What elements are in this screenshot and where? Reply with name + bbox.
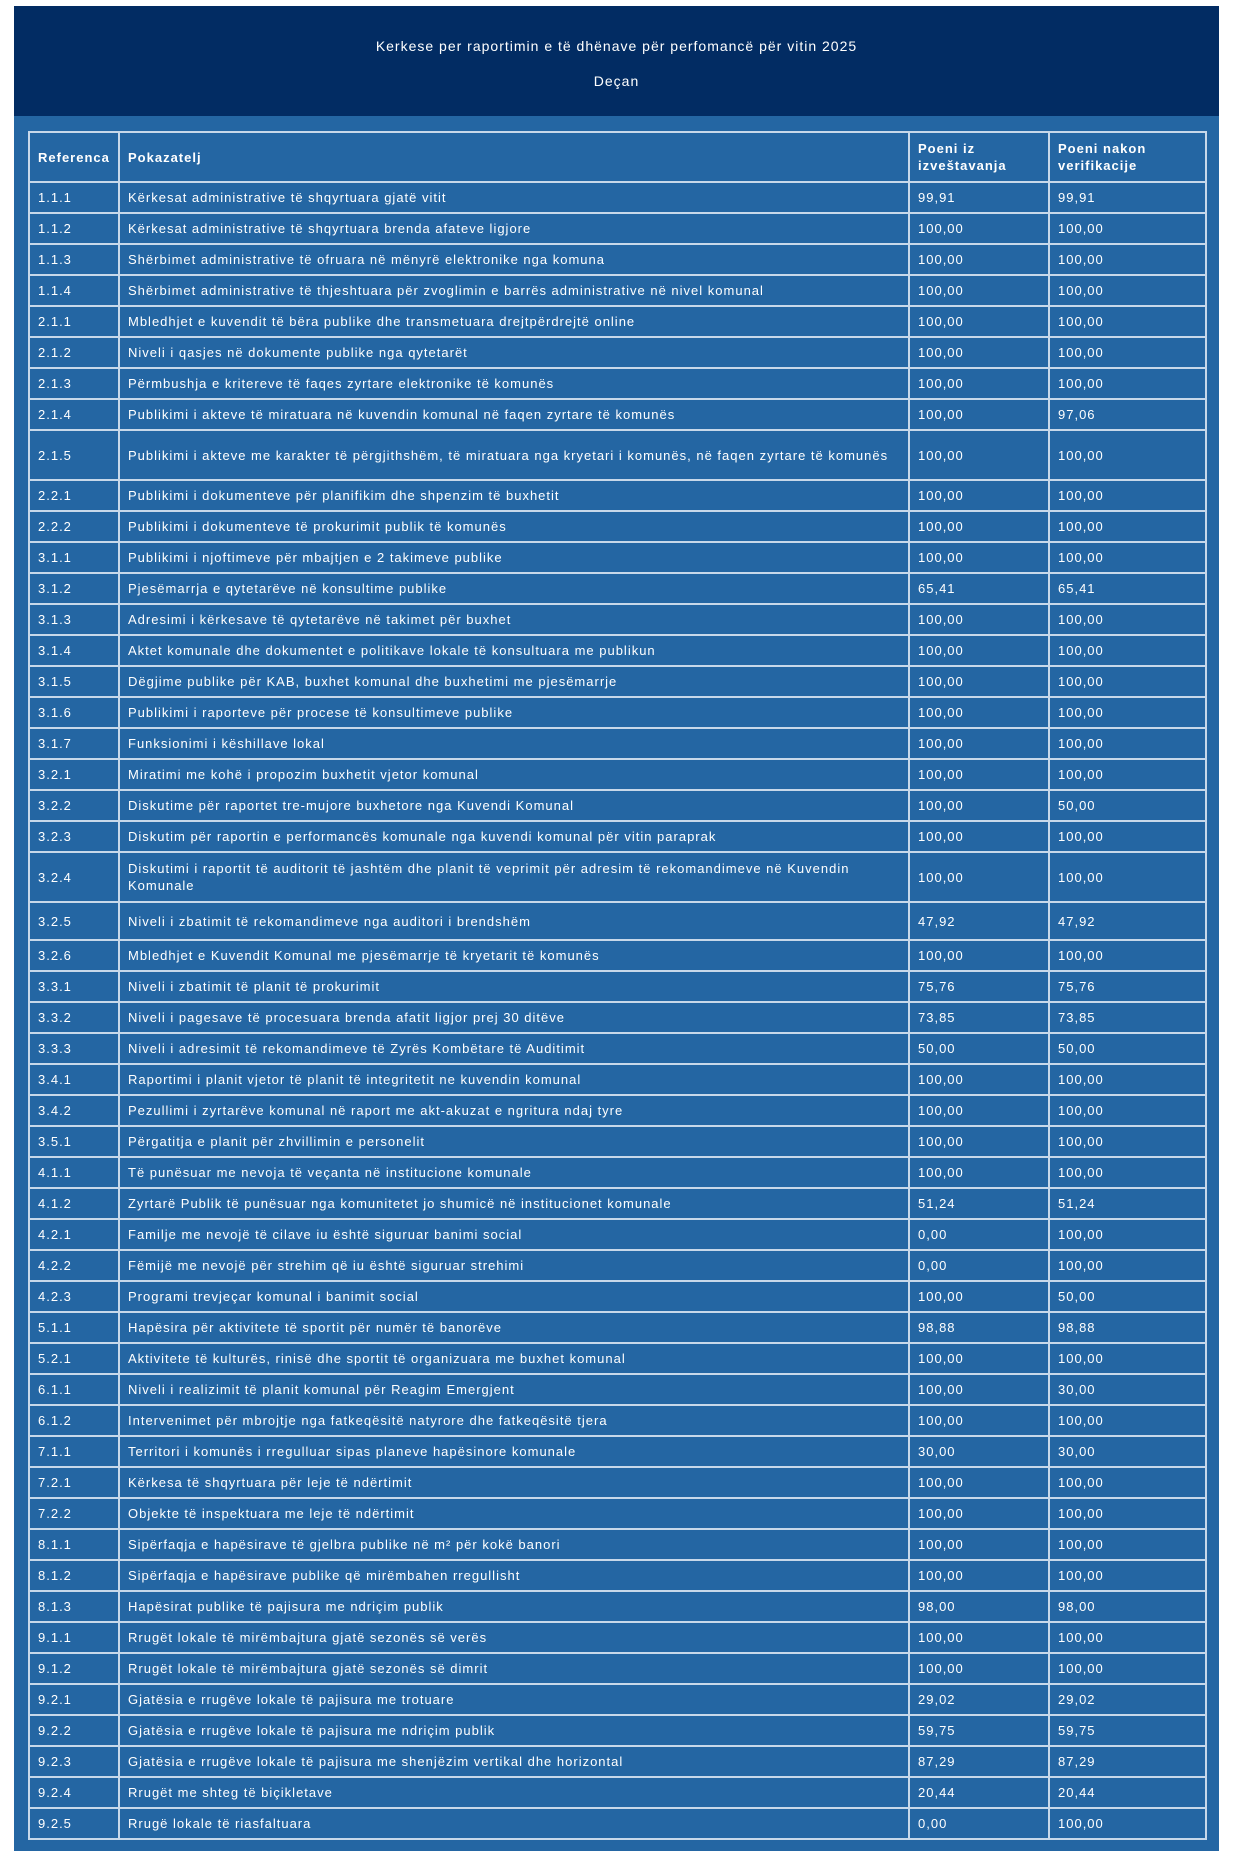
reference-cell: 3.3.2 [29, 1002, 119, 1033]
reference-cell: 3.4.1 [29, 1064, 119, 1095]
reported-score-cell: 100,00 [909, 852, 1049, 902]
indicator-cell: Rrugët lokale të mirëmbajtura gjatë sezonës së dimrit [119, 1653, 909, 1684]
verified-score-cell: 51,24 [1049, 1188, 1206, 1219]
table-row [29, 604, 1206, 635]
verified-score-cell: 100,00 [1049, 852, 1206, 902]
indicator-cell: Aktivitete të kulturës, rinisë dhe sportit të organizuara me buxhet komunal [119, 1343, 909, 1374]
reference-cell: 8.1.2 [29, 1560, 119, 1591]
indicator-cell: Shërbimet administrative të ofruara në mënyrë elektronike nga komuna [119, 244, 909, 275]
verified-score-cell: 29,02 [1049, 1684, 1206, 1715]
verified-score-cell: 100,00 [1049, 940, 1206, 971]
verified-score-cell: 50,00 [1049, 1281, 1206, 1312]
indicator-cell: Pjesëmarrja e qytetarëve në konsultime publike [119, 573, 909, 604]
reference-cell: 3.1.1 [29, 542, 119, 573]
table-row [29, 940, 1206, 971]
reported-score-cell: 100,00 [909, 1095, 1049, 1126]
table-row [29, 1343, 1206, 1374]
verified-score-cell: 59,75 [1049, 1715, 1206, 1746]
verified-score-cell: 100,00 [1049, 1467, 1206, 1498]
report-page [14, 6, 1219, 1851]
table-row [29, 306, 1206, 337]
verified-score-cell: 100,00 [1049, 1157, 1206, 1188]
reported-score-cell: 100,00 [909, 666, 1049, 697]
performance-table [28, 131, 1207, 1840]
reported-score-cell: 100,00 [909, 1467, 1049, 1498]
indicator-cell: Sipërfaqja e hapësirave publike që mirëmbahen rregullisht [119, 1560, 909, 1591]
reported-score-cell: 100,00 [909, 1126, 1049, 1157]
reference-cell: 4.2.1 [29, 1219, 119, 1250]
indicator-cell: Aktet komunale dhe dokumentet e politikave lokale të konsultuara me publikun [119, 635, 909, 666]
reported-score-cell: 0,00 [909, 1250, 1049, 1281]
reported-score-cell: 73,85 [909, 1002, 1049, 1033]
verified-score-cell: 100,00 [1049, 244, 1206, 275]
verified-score-cell: 75,76 [1049, 971, 1206, 1002]
verified-score-cell: 73,85 [1049, 1002, 1206, 1033]
verified-score-cell: 98,00 [1049, 1591, 1206, 1622]
table-row [29, 1033, 1206, 1064]
reference-cell: 1.1.4 [29, 275, 119, 306]
table-row [29, 275, 1206, 306]
reference-cell: 3.3.3 [29, 1033, 119, 1064]
verified-score-cell: 100,00 [1049, 1498, 1206, 1529]
indicator-cell: Funksionimi i këshillave lokal [119, 728, 909, 759]
reported-score-cell: 100,00 [909, 1281, 1049, 1312]
verified-score-cell: 50,00 [1049, 1033, 1206, 1064]
indicator-cell: Zyrtarë Publik të punësuar nga komunitetet jo shumicë në institucionet komunale [119, 1188, 909, 1219]
indicator-cell: Mbledhjet e Kuvendit Komunal me pjesëmarrje të kryetarit të komunës [119, 940, 909, 971]
table-row [29, 1684, 1206, 1715]
indicator-cell: Publikimi i raporteve për procese të konsultimeve publike [119, 697, 909, 728]
verified-score-cell: 65,41 [1049, 573, 1206, 604]
report-header [14, 6, 1219, 116]
reported-score-cell: 100,00 [909, 1560, 1049, 1591]
verified-score-cell: 100,00 [1049, 1126, 1206, 1157]
verified-score-cell: 99,91 [1049, 182, 1206, 213]
reported-score-cell: 20,44 [909, 1777, 1049, 1808]
verified-score-cell: 100,00 [1049, 759, 1206, 790]
indicator-cell: Objekte të inspektuara me leje të ndërtimit [119, 1498, 909, 1529]
reference-cell: 3.2.2 [29, 790, 119, 821]
reference-cell: 3.1.2 [29, 573, 119, 604]
table-row [29, 1777, 1206, 1808]
indicator-cell: Territori i komunës i rregulluar sipas planeve hapësinore komunale [119, 1436, 909, 1467]
reported-score-cell: 0,00 [909, 1219, 1049, 1250]
reported-score-cell: 100,00 [909, 1498, 1049, 1529]
table-row [29, 1746, 1206, 1777]
reported-score-cell: 99,91 [909, 182, 1049, 213]
table-row [29, 1715, 1206, 1746]
verified-score-cell: 100,00 [1049, 542, 1206, 573]
table-row [29, 635, 1206, 666]
reported-score-cell: 100,00 [909, 940, 1049, 971]
reported-score-cell: 100,00 [909, 1343, 1049, 1374]
indicator-cell: Publikimi i akteve me karakter të përgjithshëm, të miratuara nga kryetari i komunës, në faqen zyrtare të komunës [119, 430, 909, 480]
table-row [29, 1808, 1206, 1839]
verified-score-cell: 100,00 [1049, 368, 1206, 399]
reported-score-cell: 50,00 [909, 1033, 1049, 1064]
table-row [29, 1591, 1206, 1622]
reported-score-cell: 100,00 [909, 306, 1049, 337]
table-row [29, 368, 1206, 399]
indicator-cell: Niveli i realizimit të planit komunal për Reagim Emergjent [119, 1374, 909, 1405]
table-row [29, 1622, 1206, 1653]
indicator-cell: Publikimi i dokumenteve për planifikim dhe shpenzim të buxhetit [119, 480, 909, 511]
indicator-cell: Përmbushja e kritereve të faqes zyrtare elektronike të komunës [119, 368, 909, 399]
table-row [29, 399, 1206, 430]
indicator-cell: Dëgjime publike për KAB, buxhet komunal dhe buxhetimi me pjesëmarrje [119, 666, 909, 697]
table-row [29, 542, 1206, 573]
verified-score-cell: 30,00 [1049, 1374, 1206, 1405]
indicator-cell: Mbledhjet e kuvendit të bëra publike dhe transmetuara drejtpërdrejtë online [119, 306, 909, 337]
reported-score-cell: 98,88 [909, 1312, 1049, 1343]
reference-cell: 4.1.2 [29, 1188, 119, 1219]
reported-score-cell: 87,29 [909, 1746, 1049, 1777]
table-row [29, 1529, 1206, 1560]
reference-cell: 3.2.4 [29, 852, 119, 902]
table-row [29, 1219, 1206, 1250]
table-header-row [29, 132, 1206, 182]
reference-cell: 9.2.1 [29, 1684, 119, 1715]
table-row [29, 213, 1206, 244]
reported-score-cell: 100,00 [909, 244, 1049, 275]
verified-score-cell: 100,00 [1049, 666, 1206, 697]
verified-score-cell: 87,29 [1049, 1746, 1206, 1777]
indicator-cell: Raportimi i planit vjetor të planit të integritetit ne kuvendin komunal [119, 1064, 909, 1095]
reference-cell: 3.1.5 [29, 666, 119, 697]
reported-score-cell: 100,00 [909, 1622, 1049, 1653]
table-row [29, 666, 1206, 697]
table-row [29, 1002, 1206, 1033]
reference-cell: 1.1.2 [29, 213, 119, 244]
reported-score-cell: 100,00 [909, 1405, 1049, 1436]
table-row [29, 790, 1206, 821]
reported-score-cell: 29,02 [909, 1684, 1049, 1715]
table-row [29, 1281, 1206, 1312]
verified-score-cell: 100,00 [1049, 1653, 1206, 1684]
table-row [29, 759, 1206, 790]
reference-cell: 3.2.3 [29, 821, 119, 852]
verified-score-cell: 100,00 [1049, 1529, 1206, 1560]
reported-score-cell: 100,00 [909, 480, 1049, 511]
table-row [29, 1157, 1206, 1188]
table-row [29, 1498, 1206, 1529]
verified-score-cell: 100,00 [1049, 1808, 1206, 1839]
verified-score-cell: 100,00 [1049, 1405, 1206, 1436]
indicator-cell: Diskutimi i raportit të auditorit të jashtëm dhe planit të veprimit për adresim të rekomandimeve në Kuvendin Komunale [119, 852, 909, 902]
verified-score-cell: 20,44 [1049, 1777, 1206, 1808]
verified-score-cell: 100,00 [1049, 213, 1206, 244]
verified-score-cell: 100,00 [1049, 337, 1206, 368]
table-row [29, 573, 1206, 604]
reported-score-cell: 59,75 [909, 1715, 1049, 1746]
reported-score-cell: 65,41 [909, 573, 1049, 604]
indicator-cell: Miratimi me kohë i propozim buxhetit vjetor komunal [119, 759, 909, 790]
reported-score-cell: 0,00 [909, 1808, 1049, 1839]
reported-score-cell: 100,00 [909, 635, 1049, 666]
reference-cell: 5.1.1 [29, 1312, 119, 1343]
verified-score-cell: 100,00 [1049, 697, 1206, 728]
reference-cell: 3.5.1 [29, 1126, 119, 1157]
reported-score-cell: 100,00 [909, 759, 1049, 790]
reference-cell: 2.1.2 [29, 337, 119, 368]
column-header-indicator: Pokazatelj [119, 132, 909, 182]
verified-score-cell: 100,00 [1049, 1343, 1206, 1374]
reference-cell: 2.1.3 [29, 368, 119, 399]
verified-score-cell: 100,00 [1049, 1250, 1206, 1281]
table-row [29, 430, 1206, 480]
reference-cell: 3.2.5 [29, 902, 119, 940]
reported-score-cell: 100,00 [909, 1157, 1049, 1188]
table-row [29, 1653, 1206, 1684]
table-row [29, 511, 1206, 542]
table-row [29, 337, 1206, 368]
indicator-cell: Niveli i zbatimit të planit të prokurimit [119, 971, 909, 1002]
reference-cell: 9.1.2 [29, 1653, 119, 1684]
indicator-cell: Pezullimi i zyrtarëve komunal në raport me akt-akuzat e ngritura ndaj tyre [119, 1095, 909, 1126]
indicator-cell: Rrugë lokale të riasfaltuara [119, 1808, 909, 1839]
reported-score-cell: 100,00 [909, 399, 1049, 430]
reference-cell: 1.1.1 [29, 182, 119, 213]
reference-cell: 6.1.2 [29, 1405, 119, 1436]
indicator-cell: Diskutime për raportet tre-mujore buxhetore nga Kuvendi Komunal [119, 790, 909, 821]
indicator-cell: Publikimi i akteve të miratuara në kuvendin komunal në faqen zyrtare të komunës [119, 399, 909, 430]
reference-cell: 3.2.6 [29, 940, 119, 971]
reference-cell: 2.2.2 [29, 511, 119, 542]
verified-score-cell: 100,00 [1049, 1064, 1206, 1095]
reported-score-cell: 100,00 [909, 368, 1049, 399]
reference-cell: 3.3.1 [29, 971, 119, 1002]
table-row [29, 1560, 1206, 1591]
verified-score-cell: 100,00 [1049, 635, 1206, 666]
verified-score-cell: 100,00 [1049, 1095, 1206, 1126]
indicator-cell: Gjatësia e rrugëve lokale të pajisura me ndriçim publik [119, 1715, 909, 1746]
indicator-cell: Publikimi i dokumenteve të prokurimit publik të komunës [119, 511, 909, 542]
table-row [29, 697, 1206, 728]
reported-score-cell: 100,00 [909, 213, 1049, 244]
table-row [29, 1064, 1206, 1095]
reference-cell: 3.1.7 [29, 728, 119, 759]
indicator-cell: Intervenimet për mbrojtje nga fatkeqësitë natyrore dhe fatkeqësitë tjera [119, 1405, 909, 1436]
reported-score-cell: 100,00 [909, 790, 1049, 821]
reference-cell: 5.2.1 [29, 1343, 119, 1374]
indicator-cell: Niveli i zbatimit të rekomandimeve nga auditori i brendshëm [119, 902, 909, 940]
verified-score-cell: 30,00 [1049, 1436, 1206, 1467]
reference-cell: 8.1.1 [29, 1529, 119, 1560]
indicator-cell: Përgatitja e planit për zhvillimin e personelit [119, 1126, 909, 1157]
reported-score-cell: 47,92 [909, 902, 1049, 940]
reference-cell: 9.2.3 [29, 1746, 119, 1777]
reported-score-cell: 98,00 [909, 1591, 1049, 1622]
table-row [29, 1095, 1206, 1126]
table-body [29, 182, 1206, 1839]
table-row [29, 1374, 1206, 1405]
reference-cell: 9.2.5 [29, 1808, 119, 1839]
indicator-cell: Sipërfaqja e hapësirave të gjelbra publike në m² për kokë banori [119, 1529, 909, 1560]
municipality-name: Deçan [593, 73, 640, 89]
verified-score-cell: 98,88 [1049, 1312, 1206, 1343]
indicator-cell: Kërkesat administrative të shqyrtuara brenda afateve ligjore [119, 213, 909, 244]
table-row [29, 1467, 1206, 1498]
indicator-cell: Niveli i qasjes në dokumente publike nga qytetarët [119, 337, 909, 368]
column-header-verified-score: Poeni nakon verifikacije [1049, 132, 1206, 182]
table-row [29, 1312, 1206, 1343]
table-row [29, 182, 1206, 213]
reference-cell: 3.4.2 [29, 1095, 119, 1126]
indicator-cell: Diskutim për raportin e performancës komunale nga kuvendi komunal për vitin paraprak [119, 821, 909, 852]
table-row [29, 971, 1206, 1002]
indicator-cell: Hapësira për aktivitete të sportit për numër të banorëve [119, 1312, 909, 1343]
reference-cell: 2.1.5 [29, 430, 119, 480]
reported-score-cell: 51,24 [909, 1188, 1049, 1219]
reference-cell: 7.2.1 [29, 1467, 119, 1498]
indicator-cell: Hapësirat publike të pajisura me ndriçim publik [119, 1591, 909, 1622]
table-row [29, 480, 1206, 511]
table-row [29, 1405, 1206, 1436]
reported-score-cell: 100,00 [909, 337, 1049, 368]
verified-score-cell: 100,00 [1049, 821, 1206, 852]
report-title: Kerkese per raportimin e të dhënave për perfomancë për vitin 2025 [375, 38, 858, 54]
reported-score-cell: 100,00 [909, 697, 1049, 728]
table-row [29, 1188, 1206, 1219]
reference-cell: 7.1.1 [29, 1436, 119, 1467]
reference-cell: 1.1.3 [29, 244, 119, 275]
verified-score-cell: 100,00 [1049, 511, 1206, 542]
reference-cell: 2.1.1 [29, 306, 119, 337]
reference-cell: 2.1.4 [29, 399, 119, 430]
indicator-cell: Programi trevjeçar komunal i banimit social [119, 1281, 909, 1312]
reference-cell: 3.1.6 [29, 697, 119, 728]
reported-score-cell: 100,00 [909, 542, 1049, 573]
verified-score-cell: 47,92 [1049, 902, 1206, 940]
reference-cell: 9.2.2 [29, 1715, 119, 1746]
indicator-cell: Niveli i adresimit të rekomandimeve të Zyrës Kombëtare të Auditimit [119, 1033, 909, 1064]
verified-score-cell: 97,06 [1049, 399, 1206, 430]
reference-cell: 3.1.4 [29, 635, 119, 666]
reported-score-cell: 75,76 [909, 971, 1049, 1002]
reported-score-cell: 100,00 [909, 1653, 1049, 1684]
table-row [29, 728, 1206, 759]
reported-score-cell: 100,00 [909, 1064, 1049, 1095]
reference-cell: 4.1.1 [29, 1157, 119, 1188]
reported-score-cell: 100,00 [909, 1529, 1049, 1560]
verified-score-cell: 100,00 [1049, 1219, 1206, 1250]
reference-cell: 6.1.1 [29, 1374, 119, 1405]
indicator-cell: Rrugët lokale të mirëmbajtura gjatë sezonës së verës [119, 1622, 909, 1653]
reference-cell: 3.2.1 [29, 759, 119, 790]
column-header-reference: Referenca [29, 132, 119, 182]
reported-score-cell: 100,00 [909, 728, 1049, 759]
indicator-cell: Rrugët me shteg të biçikletave [119, 1777, 909, 1808]
reference-cell: 4.2.2 [29, 1250, 119, 1281]
reported-score-cell: 30,00 [909, 1436, 1049, 1467]
indicator-cell: Publikimi i njoftimeve për mbajtjen e 2 takimeve publike [119, 542, 909, 573]
verified-score-cell: 100,00 [1049, 275, 1206, 306]
indicator-cell: Familje me nevojë të cilave iu është siguruar banimi social [119, 1219, 909, 1250]
reference-cell: 2.2.1 [29, 480, 119, 511]
table-row [29, 1126, 1206, 1157]
reference-cell: 3.1.3 [29, 604, 119, 635]
indicator-cell: Gjatësia e rrugëve lokale të pajisura me trotuare [119, 1684, 909, 1715]
reported-score-cell: 100,00 [909, 430, 1049, 480]
reference-cell: 8.1.3 [29, 1591, 119, 1622]
table-row [29, 902, 1206, 940]
reference-cell: 9.2.4 [29, 1777, 119, 1808]
reference-cell: 4.2.3 [29, 1281, 119, 1312]
indicator-cell: Të punësuar me nevoja të veçanta në institucione komunale [119, 1157, 909, 1188]
verified-score-cell: 100,00 [1049, 1560, 1206, 1591]
verified-score-cell: 100,00 [1049, 604, 1206, 635]
indicator-cell: Gjatësia e rrugëve lokale të pajisura me shenjëzim vertikal dhe horizontal [119, 1746, 909, 1777]
table-row [29, 852, 1206, 902]
reported-score-cell: 100,00 [909, 604, 1049, 635]
indicator-cell: Kërkesat administrative të shqyrtuara gjatë vitit [119, 182, 909, 213]
indicator-cell: Fëmijë me nevojë për strehim që iu është siguruar strehimi [119, 1250, 909, 1281]
reported-score-cell: 100,00 [909, 821, 1049, 852]
table-row [29, 821, 1206, 852]
reported-score-cell: 100,00 [909, 275, 1049, 306]
verified-score-cell: 100,00 [1049, 306, 1206, 337]
verified-score-cell: 100,00 [1049, 728, 1206, 759]
table-row [29, 244, 1206, 275]
reported-score-cell: 100,00 [909, 511, 1049, 542]
column-header-reported-score: Poeni iz izveštavanja [909, 132, 1049, 182]
verified-score-cell: 100,00 [1049, 430, 1206, 480]
verified-score-cell: 100,00 [1049, 1622, 1206, 1653]
indicator-cell: Adresimi i kërkesave të qytetarëve në takimet për buxhet [119, 604, 909, 635]
indicator-cell: Kërkesa të shqyrtuara për leje të ndërtimit [119, 1467, 909, 1498]
indicator-cell: Shërbimet administrative të thjeshtuara për zvoglimin e barrës administrative në nivel komunal [119, 275, 909, 306]
reference-cell: 7.2.2 [29, 1498, 119, 1529]
verified-score-cell: 100,00 [1049, 480, 1206, 511]
indicator-cell: Niveli i pagesave të procesuara brenda afatit ligjor prej 30 ditëve [119, 1002, 909, 1033]
reported-score-cell: 100,00 [909, 1374, 1049, 1405]
reference-cell: 9.1.1 [29, 1622, 119, 1653]
table-row [29, 1436, 1206, 1467]
table-row [29, 1250, 1206, 1281]
verified-score-cell: 50,00 [1049, 790, 1206, 821]
